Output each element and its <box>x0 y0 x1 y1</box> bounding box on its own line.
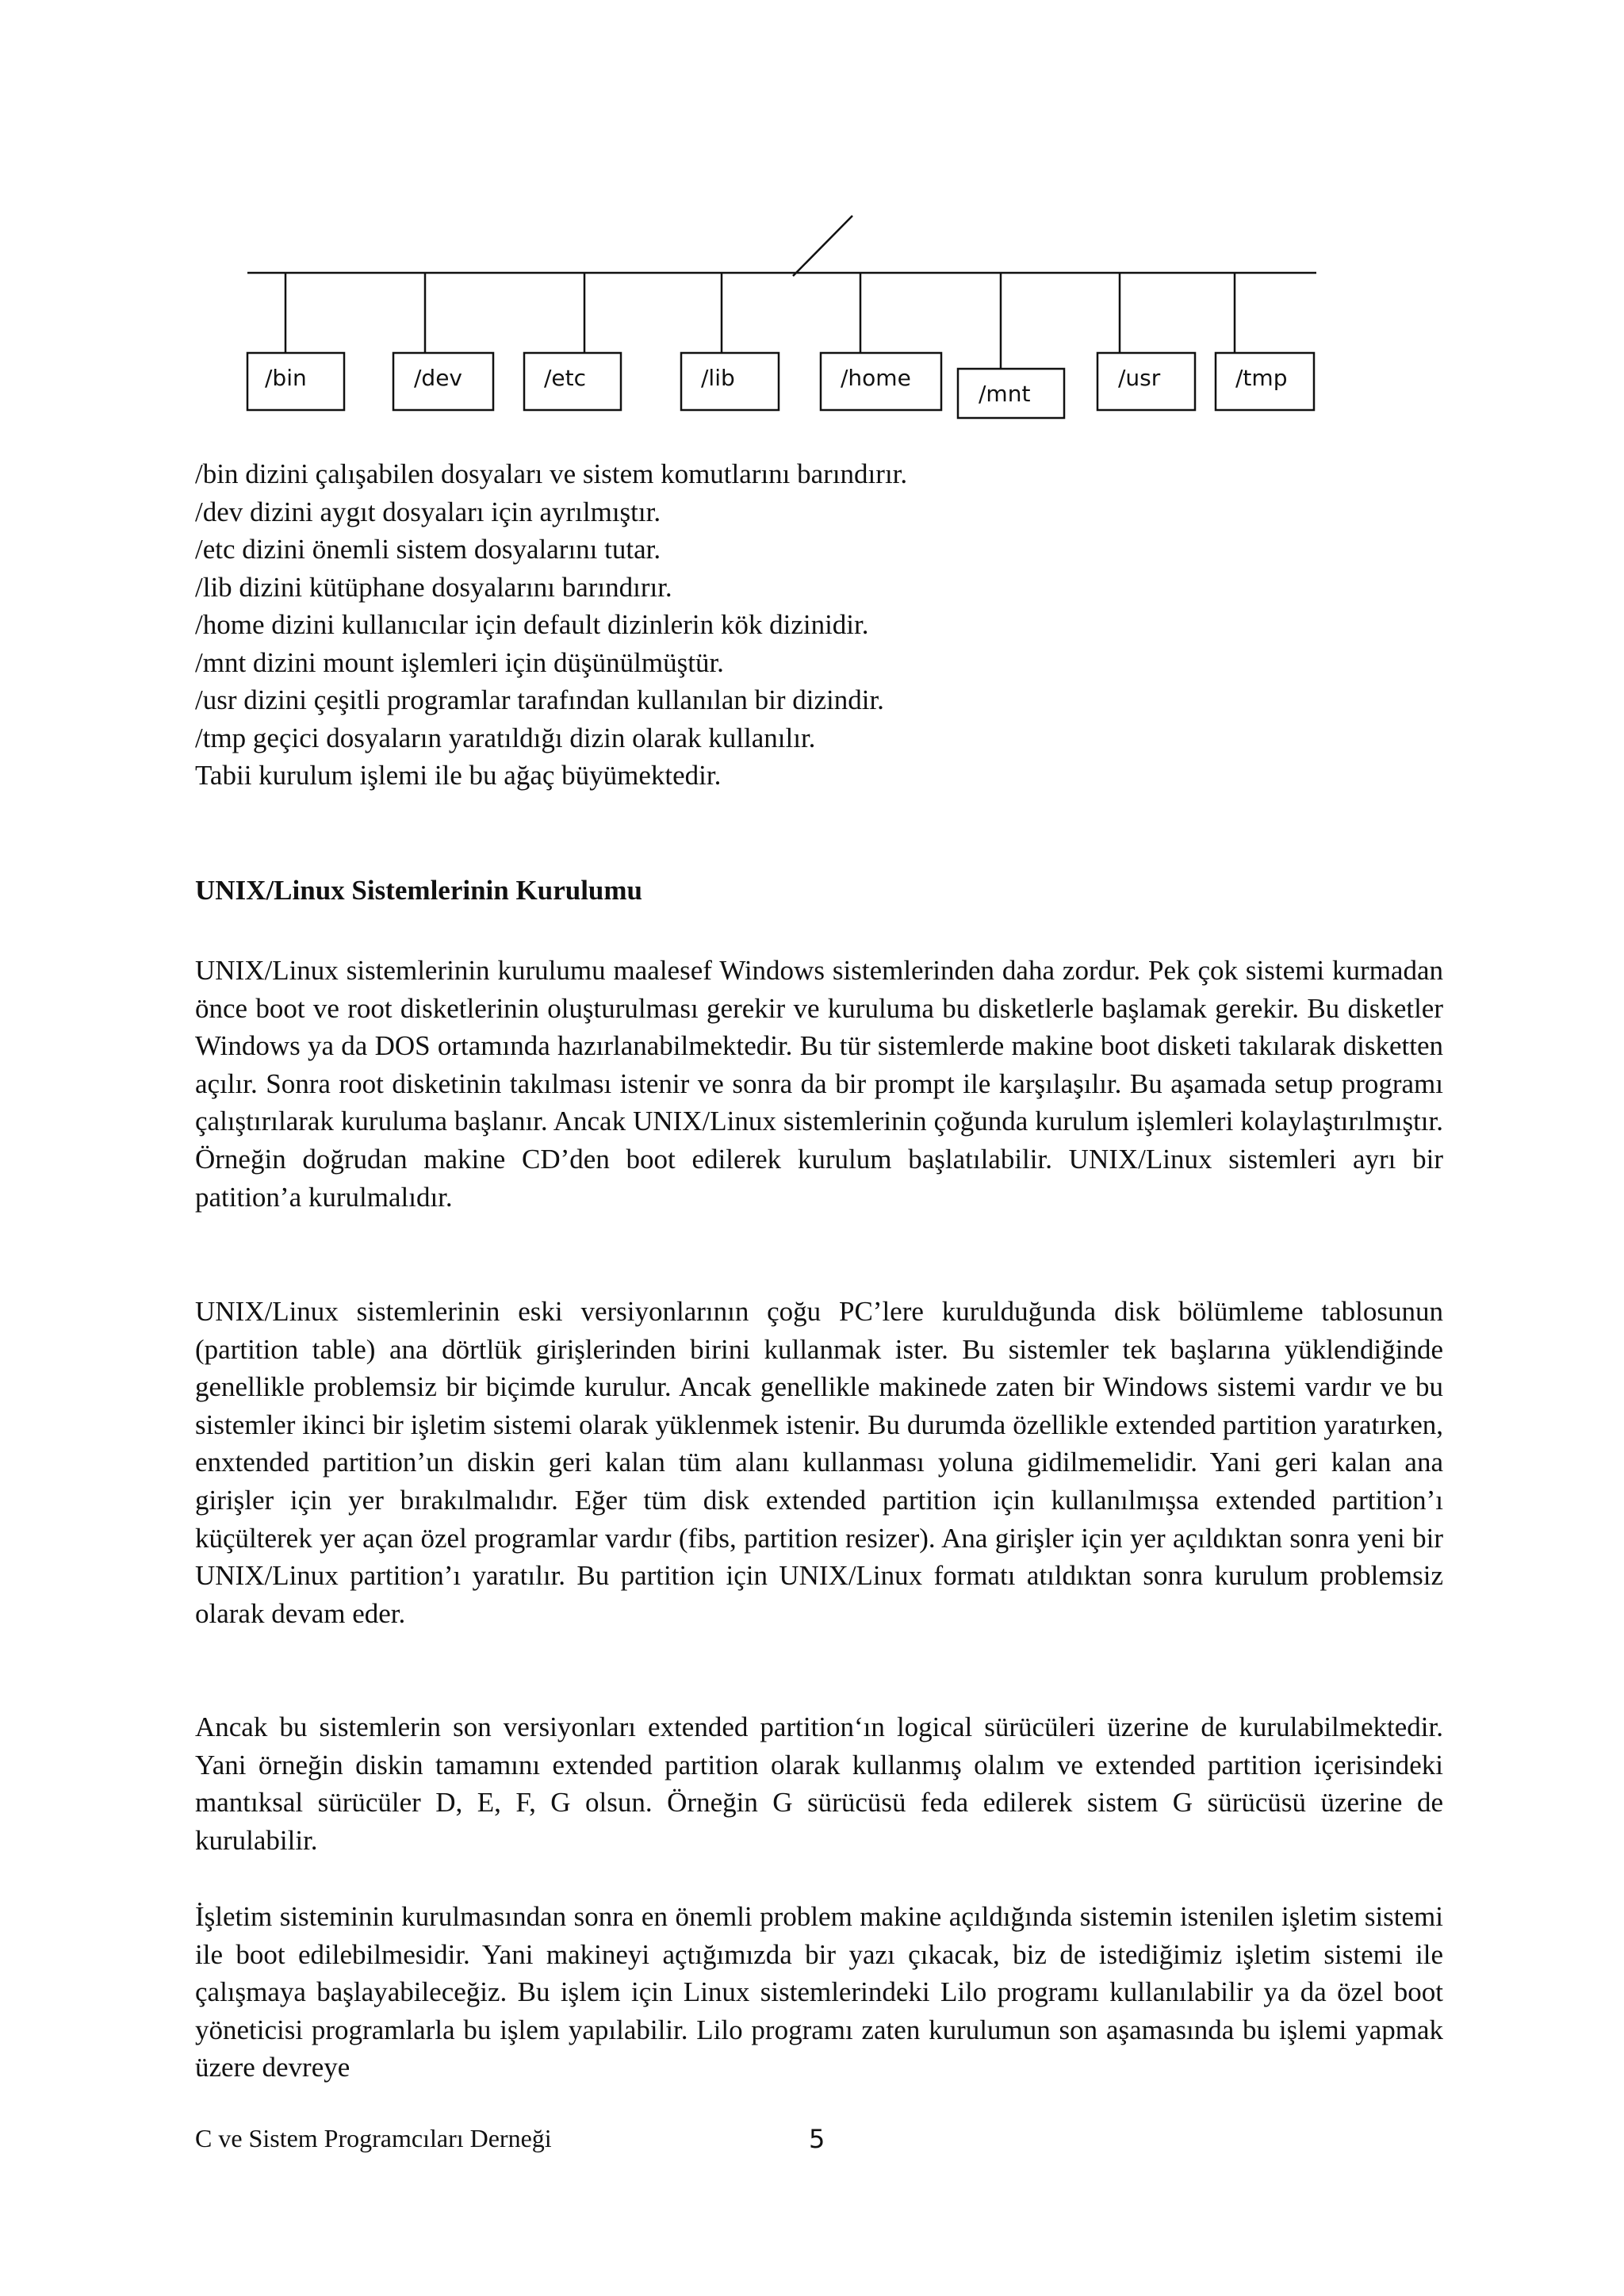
body-paragraph: UNIX/Linux sistemlerinin eski versiyonlarının çoğu PC’lere kurulduğunda disk bölümleme tablosunun (partition table) ana dörtlük girişlerinden birini kullanmak ister. Bu sistemler tek başlarına yüklendiğinde genellikle problemsiz bir biçimde kurulur. Ancak genellikle makinede zaten bir Windows sistemi vardır ve bu sistemler ikinci bir işletim sistemi olarak yüklenmek istenir. Bu durumda özellikle extended partition yaratırken, enxtended partition’un diskin geri kalan tüm alanı kullanması yoluna gidilmemelidir. Yani geri kalan ana girişler için yer bırakılmalıdır. Eğer tüm disk extended partition için kullanılmışsa extended partition’ı küçülterek yer açan özel programlar vardır (fibs, partition resizer). Ana girişler için yer açıldıktan sonra yeni bir UNIX/Linux partition’ı yaratılır. Bu partition için UNIX/Linux formatı atıldıktan sonra kurulum problemsiz olarak devam eder. <box>195 1296 1443 1629</box>
dir-box-label: /bin <box>265 365 307 391</box>
dir-description-line: /lib dizini kütüphane dosyalarını barındırır. <box>195 571 672 603</box>
body-paragraph: UNIX/Linux sistemlerinin kurulumu maalesef Windows sistemlerinden daha zordur. Pek çok sistemi kurmadan önce boot ve root disketlerinin oluşturulması gerekir ve kuruluma bu disketlerle başlamak gerekir. Bu disketler Windows ya da DOS ortamında hazırlanabilmektedir. Bu tür sistemlerde makine boot disketi takılarak disketten açılır. Sonra root disketinin takılması istenir ve sonra da bir prompt ile karşılaşılır. Bu aşamada setup programı çalıştırılarak kuruluma başlanır. Ancak UNIX/Linux sistemlerinin çoğunda kurulum işlemleri kolaylaştırılmıştır. Örneğin doğrudan makine CD’den boot edilerek kurulum başlatılabilir. UNIX/Linux sistemleri ayrı bir patition’a kurulmalıdır. <box>195 955 1443 1213</box>
dir-box-label: /etc <box>544 365 587 391</box>
dir-description-line: /usr dizini çeşitli programlar tarafından kullanılan bir dizindir. <box>195 684 884 715</box>
dir-box-label: /dev <box>414 365 463 391</box>
root-connector-line <box>793 216 852 276</box>
footer-organization: C ve Sistem Programcıları Derneği <box>195 2124 552 2152</box>
body-paragraph: İşletim sisteminin kurulmasından sonra en önemli problem makine açıldığında sistemin istenilen işletim sistemi ile boot edilebilmesidir. Yani makineyi açtığımızda bir yazı çıkacak, biz de istediğimiz işletim sistemi ile çalışmaya başlayabileceğiz. Bu işlem için Linux sistemlerindeki Lilo programı kullanılabilir ya da özel boot yöneticisi programlarla bu işlem yapılabilir. Lilo programı zaten kurulumun son aşamasında bu işlemi yapmak üzere devreye <box>195 1901 1443 2083</box>
dir-description-line: /home dizini kullanıcılar için default dizinlerin kök dizinidir. <box>195 609 869 640</box>
directory-description-list <box>195 455 1400 795</box>
dir-box-label: /lib <box>701 365 735 391</box>
dir-box-label: /usr <box>1118 365 1161 391</box>
dir-description-line: /mnt dizini mount işlemleri için düşünülmüştür. <box>195 646 724 678</box>
dir-box-label: /home <box>841 365 911 391</box>
dir-description-line: /tmp geçici dosyaların yaratıldığı dizin olarak kullanılır. <box>195 722 816 753</box>
dir-box-label: /tmp <box>1235 365 1288 391</box>
dir-description-line: /dev dizini aygıt dosyaları için ayrılmıştır. <box>195 496 661 527</box>
dir-description-line: /bin dizini çalışabilen dosyaları ve sistem komutlarını barındırır. <box>195 458 908 489</box>
body-paragraph: Ancak bu sistemlerin son versiyonları extended partition‘ın logical sürücüleri üzerine de kurulabilmektedir. Yani örneğin diskin tamamını extended partition olarak kullanmış olalım ve extended partition içerisindeki mantıksal sürücüler D, E, F, G olsun. Örneğin G sürücüsü feda edilerek sistem G sürücüsü üzerine de kurulabilir. <box>195 1711 1443 1856</box>
section-heading: UNIX/Linux Sistemlerinin Kurulumu <box>195 875 642 906</box>
directory-tree-diagram <box>0 0 1624 444</box>
dir-box-label: /mnt <box>979 381 1031 407</box>
page-number: 5 <box>809 2124 825 2154</box>
dir-description-line: /etc dizini önemli sistem dosyalarını tutar. <box>195 534 661 565</box>
dir-description-line: Tabii kurulum işlemi ile bu ağaç büyümektedir. <box>195 760 722 791</box>
